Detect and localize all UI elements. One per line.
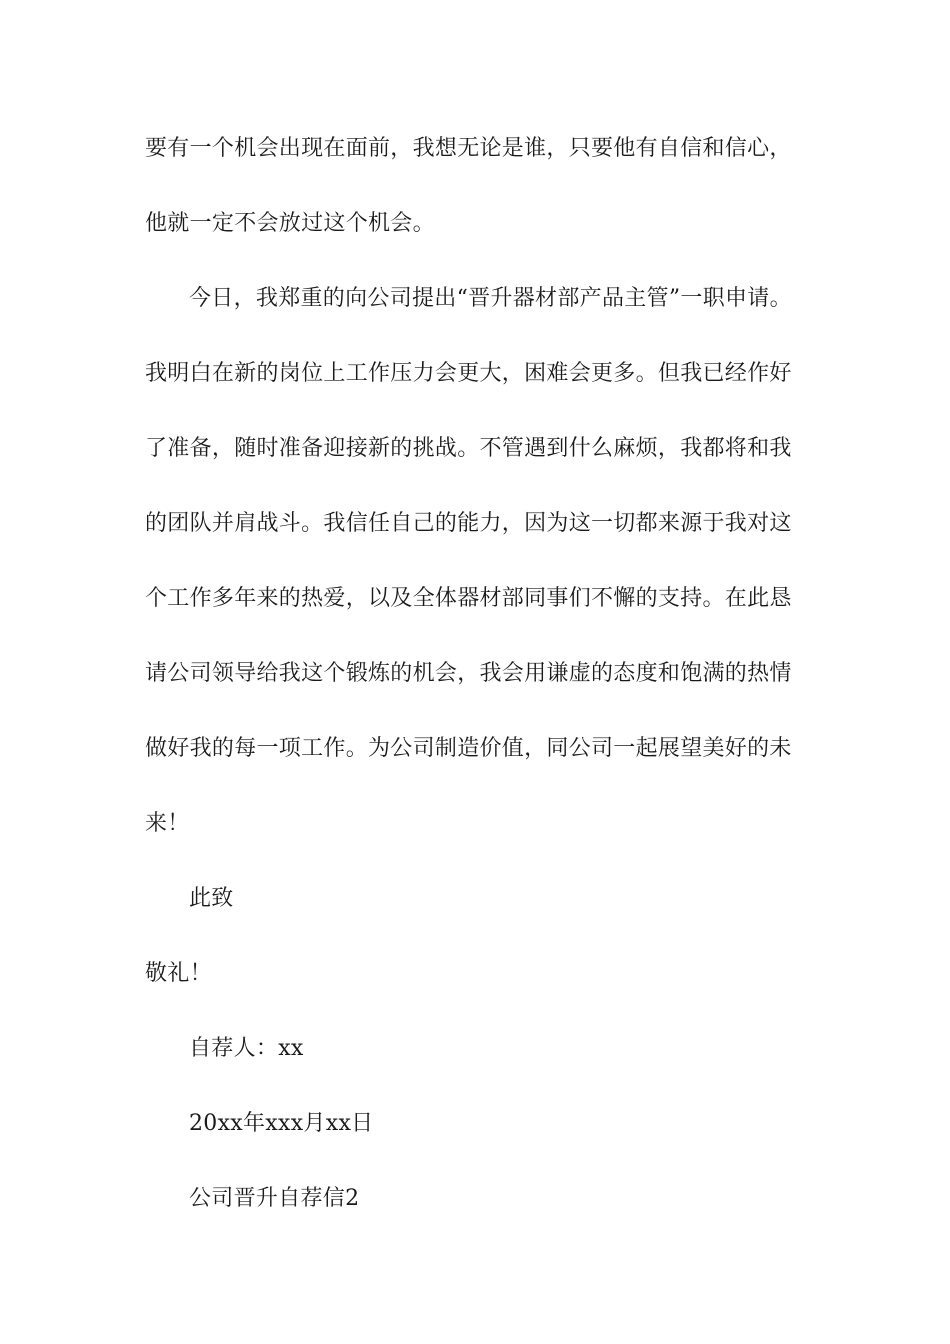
body-line-4: 我明白在新的岗位上工作压力会更大，困难会更多。但我已经作好: [145, 361, 792, 386]
body-line-10: 来！: [145, 811, 190, 836]
body-line-6: 的团队并肩战斗。我信任自己的能力，因为这一切都来源于我对这: [145, 511, 792, 536]
closing-salutation-1: 此致: [189, 886, 234, 911]
next-letter-title: 公司晋升自荐信2: [189, 1186, 360, 1211]
body-line-8: 请公司领导给我这个锻炼的机会，我会用谦虚的态度和饱满的热情: [145, 661, 792, 686]
body-line-5: 了准备，随时准备迎接新的挑战。不管遇到什么麻烦，我都将和我: [145, 436, 792, 461]
body-line-3: 今日，我郑重的向公司提出“晋升器材部产品主管”一职申请。: [189, 286, 792, 311]
body-line-7: 个工作多年来的热爱，以及全体器材部同事们不懈的支持。在此恳: [145, 586, 792, 611]
signer-line: 自荐人：xx: [189, 1036, 304, 1061]
body-line-2: 他就一定不会放过这个机会。: [145, 211, 435, 236]
body-line-1: 要有一个机会出现在面前，我想无论是谁，只要他有自信和信心，: [145, 136, 792, 161]
body-line-9: 做好我的每一项工作。为公司制造价值，同公司一起展望美好的未: [145, 736, 792, 761]
closing-salutation-2: 敬礼！: [145, 961, 212, 986]
date-line: 20xx年xxx月xx日: [189, 1111, 374, 1136]
